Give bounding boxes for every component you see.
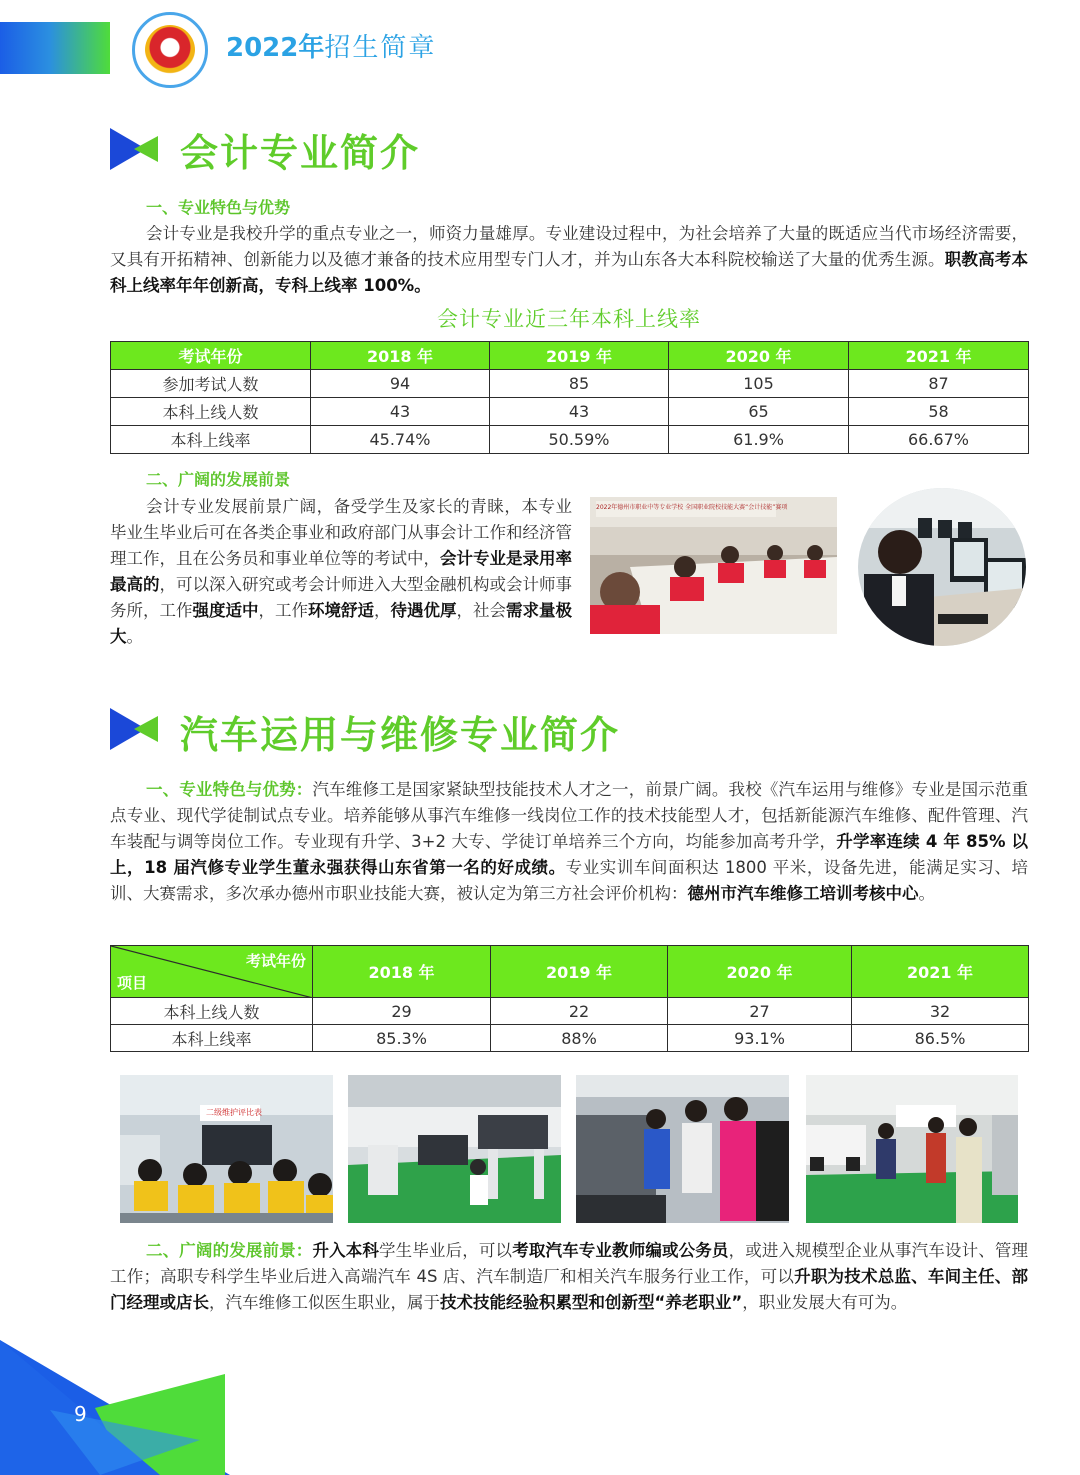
table-row xyxy=(111,998,1029,1025)
school-emblem-icon xyxy=(132,12,208,88)
table-cell: 32 xyxy=(852,998,1029,1025)
table-cell: 85.3% xyxy=(313,1025,491,1052)
header-color-bar xyxy=(0,22,110,74)
section-arrow-icon xyxy=(110,128,160,170)
corner-label-item: 项目 xyxy=(117,974,148,992)
table-row xyxy=(111,398,1029,426)
table-cell: 22 xyxy=(491,998,668,1025)
table-cell: 本科上线率 xyxy=(111,1025,313,1052)
paragraph-auto-prospects: 二、广阔的发展前景：升入本科学生毕业后，可以考取汽车专业教师编或公务员，或进入规模型企业从事汽车设计、管理工作；高职专科学生毕业后进入高端汽车 4S 店、汽车制造厂和相关汽车服务行业工作，可以升职为技术总监、车间主任、部门经理或店长，汽车维修工似医生职业，属于技术技能经验积累型和创新型“养老职业”，职业发展大有可为。 xyxy=(110,1241,1029,1312)
document-title: 2022年招生简章 xyxy=(226,33,437,63)
header-cell: 考试年份 xyxy=(111,342,311,370)
table-cell: 43 xyxy=(490,398,669,426)
table-cell: 85 xyxy=(490,370,669,398)
table-cell: 27 xyxy=(668,998,852,1025)
page-number: 9 xyxy=(74,1402,87,1426)
table-cell: 本科上线人数 xyxy=(111,398,311,426)
section-title-accounting: 会计专业简介 xyxy=(180,131,421,175)
workshop-photo-4-icon xyxy=(806,1075,1018,1223)
table-cell: 本科上线率 xyxy=(111,426,311,454)
classroom-photo-icon xyxy=(590,497,837,634)
section-title-auto-repair: 汽车运用与维修专业简介 xyxy=(180,713,621,757)
workshop-photo-2-icon xyxy=(348,1075,561,1223)
header-cell: 2021 年 xyxy=(852,946,1029,998)
header-cell: 2021 年 xyxy=(849,342,1029,370)
paragraph-accounting-intro: 会计专业是我校升学的重点专业之一，师资力量雄厚。专业建设过程中，为社会培养了大量的既适应当代市场经济需要，又具有开拓精神、创新能力以及德才兼备的技术应用型专门人才，并为山东各大本科院校输送了大量的优秀生源。职教高考本科上线率年年创新高，专科上线率 100%。 xyxy=(110,224,1029,295)
table-row xyxy=(111,370,1029,398)
table-caption: 会计专业近三年本科上线率 xyxy=(437,307,701,331)
workshop-photo-3-icon xyxy=(576,1075,789,1223)
header-cell: 2020 年 xyxy=(668,946,852,998)
table-cell: 43 xyxy=(311,398,490,426)
auto-results-table xyxy=(110,945,1029,1052)
table-cell: 50.59% xyxy=(490,426,669,454)
table-cell: 本科上线人数 xyxy=(111,998,313,1025)
table-cell: 66.67% xyxy=(849,426,1029,454)
table-cell: 61.9% xyxy=(669,426,849,454)
header-cell: 2019 年 xyxy=(490,342,669,370)
accounting-results-table xyxy=(110,341,1029,454)
workshop-photo-1-icon xyxy=(120,1075,333,1223)
footer-corner-decoration xyxy=(0,1340,230,1475)
table-row xyxy=(111,426,1029,454)
table-cell: 94 xyxy=(311,370,490,398)
header-cell: 2020 年 xyxy=(669,342,849,370)
photo-banner-text: 二级维护评比表 xyxy=(206,1108,262,1117)
table-cell: 65 xyxy=(669,398,849,426)
diagonal-header-cell xyxy=(111,946,313,998)
header-cell: 2019 年 xyxy=(491,946,668,998)
table-cell: 105 xyxy=(669,370,849,398)
header-cell: 2018 年 xyxy=(313,946,491,998)
table-cell: 45.74% xyxy=(311,426,490,454)
paragraph-accounting-prospects: 会计专业发展前景广阔，备受学生及家长的青睐，本专业毕业生毕业后可在各类企事业和政府部门从事会计工作和经济管理工作，且在公务员和事业单位等的考试中，会计专业是录用率最高的，可以深入研究或考会计师进入大型金融机构或会计师事务所，工作强度适中，工作环境舒适，待遇优厚，社会需求量极大。 xyxy=(110,497,572,646)
table-cell: 87 xyxy=(849,370,1029,398)
table-header-row xyxy=(111,342,1029,370)
table-cell: 29 xyxy=(313,998,491,1025)
table-cell: 86.5% xyxy=(852,1025,1029,1052)
table-cell: 93.1% xyxy=(668,1025,852,1052)
table-row xyxy=(111,1025,1029,1052)
table-header-row xyxy=(111,946,1029,998)
table-cell: 参加考试人数 xyxy=(111,370,311,398)
computer-lab-photo-icon xyxy=(858,488,1026,646)
table-cell: 88% xyxy=(491,1025,668,1052)
corner-label-year: 考试年份 xyxy=(245,952,306,970)
section-arrow-icon xyxy=(110,708,160,750)
paragraph-auto-features: 一、专业特色与优势：汽车维修工是国家紧缺型技能技术人才之一，前景广阔。我校《汽车运用与维修》专业是国示范重点专业、现代学徒制试点专业。培养能够从事汽车维修一线岗位工作的技术技能型人才，包括新能源汽车维修、配件管理、汽车装配与调等岗位工作。专业现有升学、3+2 大专、学徒订单培养三个方向，均能参加高考升学，升学率连续 4 年 85% 以上，18 届汽修专业学生董永强获得山东省第一名的好成绩。专业实训车间面积达 1800 平米，设备先进，能满足实习、培训、大赛需求，多次承办德州市职业技能大赛，被认定为第三方社会评价机构：德州市汽车维修工培训考核中心。 xyxy=(110,780,1029,903)
subheading-features: 一、专业特色与优势 xyxy=(146,198,291,217)
table-cell: 58 xyxy=(849,398,1029,426)
header-cell: 2018 年 xyxy=(311,342,490,370)
photo-banner-text: 2022年德州市职业中等专业学校 全国职业院校技能大赛“会计技能”赛项 xyxy=(596,504,788,511)
subheading-prospects: 二、广阔的发展前景 xyxy=(146,470,291,489)
